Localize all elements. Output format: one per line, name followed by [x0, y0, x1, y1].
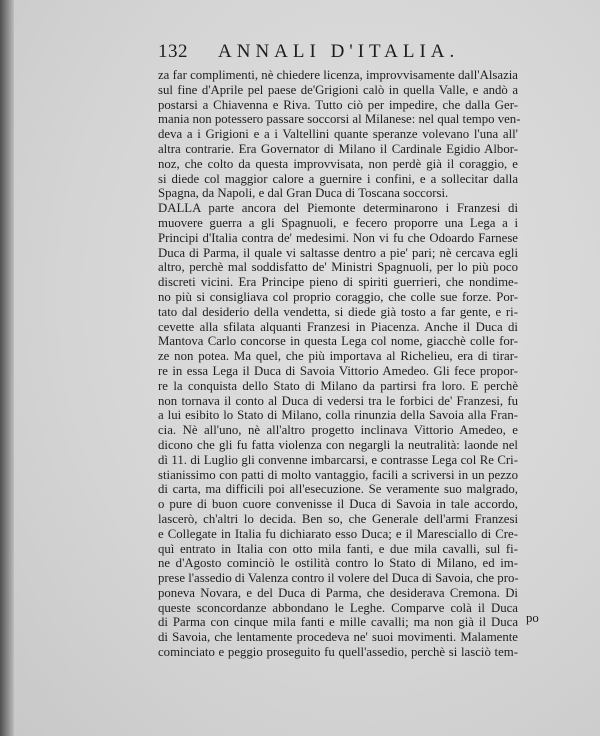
text-line: Spagna, da Napoli, e dal Gran Duca di Toscana soccorsi.: [158, 186, 449, 201]
running-title: ANNALI D'ITALIA.: [218, 41, 460, 62]
text-line: cevette alla sfilata alquanti Franzesi in Piacenza. Anche il Duca di: [158, 319, 518, 334]
text-line: poneva Novara, e del Duca di Parma, che desiderava Cremona. Di: [158, 585, 518, 600]
page-number: 132: [158, 41, 188, 62]
text-line: e Collegate in Italia fu dichiarato esso Duca; e il Maresciallo di Cre-: [158, 526, 518, 541]
text-line: Mantova Carlo concorse in questa Lega col nome, giacchè colle for-: [158, 334, 518, 349]
text-line: tato dal desiderio della vendetta, si diede già tosto a far gente, e ri-: [158, 304, 518, 319]
text-line: di Parma con cinque mila fanti e mille cavalli; ma non già il Duca: [158, 615, 518, 630]
body-text: [158, 68, 521, 660]
text-line: re in essa Lega il Duca di Savoia Vittorio Amedeo. Gli fece propor-: [158, 363, 518, 378]
text-line: a lui esibito lo Stato di Milano, colla rinunzia della Savoia alla Fran-: [158, 408, 518, 423]
text-line: Duca di Parma, il quale vi saltasse dentro a pie' pari; nè cercava egli: [158, 245, 518, 260]
text-line: za far complimenti, nè chiedere licenza, improvvisamente dall'Alsazia: [158, 68, 518, 82]
text-line: si diede col maggior calore a guernire i confini, e a sollecitar dalla: [158, 171, 518, 186]
text-line: cominciato e peggio proseguito fu quell'assedio, perchè si lasciò tem-: [158, 645, 518, 660]
text-line: dicono che gli fu fatta violenza con negargli la neutralità: laonde nel: [158, 437, 518, 452]
text-line: sul fine d'Aprile pel paese de'Grigioni calò in quella Valle, e andò a: [158, 82, 518, 97]
page-header: [158, 38, 518, 68]
text-line: muovere guerra a gli Spagnuoli, e fecero proporre una Lega a i: [158, 215, 518, 230]
text-line: Principi d'Italia contra de' medesimi. Non vi fu che Odoardo Farnese: [158, 230, 518, 245]
text-line: re la conquista dello Stato di Milano da partirsi fra loro. E perchè: [158, 378, 518, 393]
book-spine-shadow: [0, 0, 14, 736]
text-line: altro, perchè mal soddisfatto de' Ministri Spagnuoli, per lo più poco: [158, 260, 518, 275]
text-line: postarsi a Chiavenna e Riva. Tutto ciò per impedire, che dalla Ger-: [158, 97, 518, 112]
text-line: altra contrarie. Era Governator di Milano il Cardinale Egidio Albor-: [158, 141, 518, 156]
text-line: non tornava il conto al Duca di vedersi tra le forbici de' Franzesi, fu: [158, 393, 518, 408]
text-line: ne d'Agosto cominciò le ostilità contro lo Stato di Milano, ed im-: [158, 556, 518, 571]
text-line: deva a i Grigioni e a i Valtellini quante speranze volevano l'una all': [158, 127, 518, 142]
text-line: DALLA parte ancora del Piemonte determinarono i Franzesi di: [158, 201, 518, 216]
text-line: queste sconcordanze abbondano le Leghe. Comparve colà il Duca: [158, 600, 518, 615]
text-line: stianissimo con patti di molto vantaggio, facili a scriversi in un pezzo: [158, 467, 518, 482]
text-line: prese l'assedio di Valenza contro il volere del Duca di Savoia, che pro-: [158, 571, 519, 586]
text-line: mania non potessero passare soccorsi al Milanese: nel qual tempo ven-: [158, 112, 521, 127]
text-line: dì 11. di Luglio gli convenne imbarcarsi, e contrasse Lega col Re Cri-: [158, 452, 518, 467]
text-line: ze non potea. Ma quel, che più importava al Richelieu, era di tirar-: [158, 349, 518, 364]
text-line: noz, che colto da questa improvvisata, non perdè già il coraggio, e: [158, 156, 518, 171]
text-line: di carta, ma difficili poi all'esecuzione. Se veramente suo malgrado,: [158, 482, 518, 497]
text-line: o pure di buon cuore convenisse il Duca di Savoia in tale accordo,: [158, 497, 518, 512]
text-line: lascerò, ch'altri lo decida. Ben so, che Generale dell'armi Franzesi: [158, 511, 518, 526]
text-line: di Savoia, che lentamente procedeva ne' suoi movimenti. Malamente: [158, 630, 518, 645]
catchword: po: [526, 611, 539, 625]
text-line: discreti vicini. Era Principe pieno di spiriti guerrieri, che nondime-: [158, 275, 518, 290]
text-line: no più si consigliava col proprio coraggio, che colle sue forze. Por-: [158, 289, 518, 304]
text-line: quì entrato in Italia con otto mila fanti, e due mila cavalli, sul fi-: [158, 541, 518, 556]
text-line: cia. Nè all'uno, nè all'altro progetto inclinava Vittorio Amedeo, e: [158, 423, 518, 438]
